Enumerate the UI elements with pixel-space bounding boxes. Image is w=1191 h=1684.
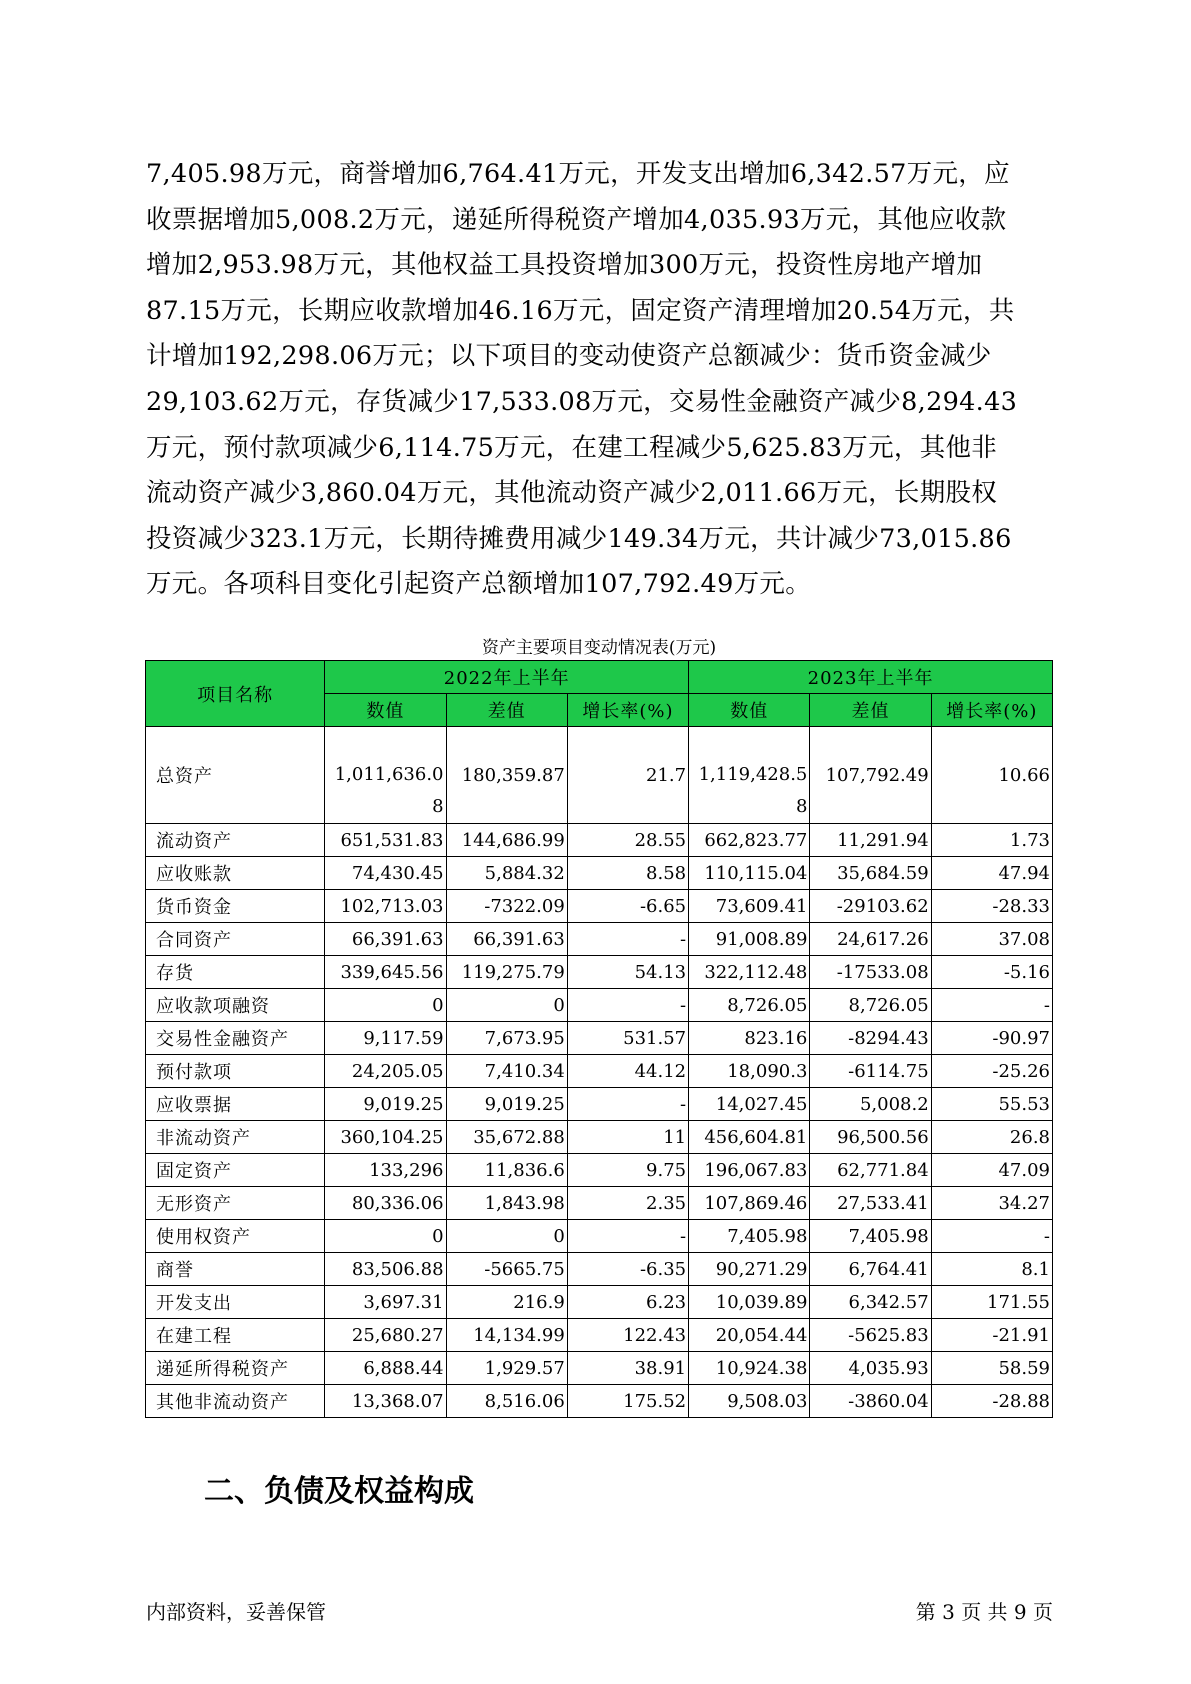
body-paragraph — [146, 152, 1052, 608]
diff-2023-cell: -29103.62 — [810, 890, 931, 923]
paragraph-line: 收票据增加5,008.2万元，递延所得税资产增加4,035.93万元，其他应收款 — [146, 204, 1007, 235]
value-2023-cell: 8,726.05 — [689, 989, 810, 1022]
diff-2023-cell: -8294.43 — [810, 1022, 931, 1055]
value-2022-cell: 133,296 — [325, 1154, 446, 1187]
value-2022-cell: 80,336.06 — [325, 1187, 446, 1220]
value-2023-cell: 10,039.89 — [689, 1286, 810, 1319]
growth-2022-cell: 122.43 — [567, 1319, 688, 1352]
value-2023-cell: 20,054.44 — [689, 1319, 810, 1352]
paragraph-line: 投资减少323.1万元，长期待摊费用减少149.34万元，共计减少73,015.86 — [146, 523, 1012, 554]
value-2022-cell: 102,713.03 — [325, 890, 446, 923]
growth-2022-cell: - — [567, 1088, 688, 1121]
paragraph-line: 万元，预付款项减少6,114.75万元，在建工程减少5,625.83万元，其他非 — [146, 432, 998, 463]
growth-2022-cell: 531.57 — [567, 1022, 688, 1055]
growth-2022-cell: 175.52 — [567, 1385, 688, 1418]
diff-2022-cell: -5665.75 — [446, 1253, 567, 1286]
value-2022-cell: 3,697.31 — [325, 1286, 446, 1319]
growth-2022-cell: 21.7 — [567, 727, 688, 824]
table-row — [146, 923, 1053, 956]
item-name-cell: 交易性金融资产 — [146, 1022, 325, 1055]
diff-2022-cell: 216.9 — [446, 1286, 567, 1319]
value-2022-cell: 66,391.63 — [325, 923, 446, 956]
value-2022-cell: 83,506.88 — [325, 1253, 446, 1286]
table-row — [146, 1022, 1053, 1055]
value-2023-cell: 73,609.41 — [689, 890, 810, 923]
table-row — [146, 1385, 1053, 1418]
growth-2022-cell: 28.55 — [567, 824, 688, 857]
growth-2023-cell: 8.1 — [931, 1253, 1052, 1286]
value-2023-cell: 196,067.83 — [689, 1154, 810, 1187]
growth-2022-cell: 11 — [567, 1121, 688, 1154]
growth-2023-cell: 34.27 — [931, 1187, 1052, 1220]
diff-2022-cell: 7,410.34 — [446, 1055, 567, 1088]
diff-2022-cell: 0 — [446, 1220, 567, 1253]
item-name-cell: 应收账款 — [146, 857, 325, 890]
diff-2023-cell: 7,405.98 — [810, 1220, 931, 1253]
header-diff-2022: 差值 — [446, 694, 567, 727]
diff-2023-cell: 35,684.59 — [810, 857, 931, 890]
header-period-2022: 2022年上半年 — [325, 661, 689, 694]
growth-2023-cell: 37.08 — [931, 923, 1052, 956]
item-name-cell: 应收票据 — [146, 1088, 325, 1121]
diff-2023-cell: 5,008.2 — [810, 1088, 931, 1121]
value-2023-cell: 90,271.29 — [689, 1253, 810, 1286]
table-row — [146, 1121, 1053, 1154]
item-name-cell: 合同资产 — [146, 923, 325, 956]
diff-2022-cell: 66,391.63 — [446, 923, 567, 956]
table-row — [146, 1187, 1053, 1220]
growth-2022-cell: - — [567, 923, 688, 956]
paragraph-line: 87.15万元，长期应收款增加46.16万元，固定资产清理增加20.54万元，共 — [146, 295, 1015, 326]
item-name-cell: 使用权资产 — [146, 1220, 325, 1253]
value-2023-cell: 662,823.77 — [689, 824, 810, 857]
diff-2023-cell: 6,342.57 — [810, 1286, 931, 1319]
header-growth-2022: 增长率(%) — [567, 694, 688, 727]
table-row — [146, 1088, 1053, 1121]
header-item-name: 项目名称 — [146, 661, 325, 727]
value-2022-cell: 339,645.56 — [325, 956, 446, 989]
value-2022-cell: 25,680.27 — [325, 1319, 446, 1352]
table-row — [146, 1319, 1053, 1352]
diff-2023-cell: 4,035.93 — [810, 1352, 931, 1385]
growth-2022-cell: -6.65 — [567, 890, 688, 923]
diff-2023-cell: -5625.83 — [810, 1319, 931, 1352]
diff-2023-cell: -17533.08 — [810, 956, 931, 989]
value-2022-cell: 651,531.83 — [325, 824, 446, 857]
table-row — [146, 1286, 1053, 1319]
value-2023-cell: 1,119,428.58 — [689, 727, 810, 824]
item-name-cell: 无形资产 — [146, 1187, 325, 1220]
growth-2023-cell: 10.66 — [931, 727, 1052, 824]
value-2023-cell: 9,508.03 — [689, 1385, 810, 1418]
item-name-cell: 流动资产 — [146, 824, 325, 857]
value-2022-cell: 1,011,636.08 — [325, 727, 446, 824]
diff-2022-cell: 7,673.95 — [446, 1022, 567, 1055]
diff-2022-cell: 180,359.87 — [446, 727, 567, 824]
header-period-2023: 2023年上半年 — [689, 661, 1053, 694]
item-name-cell: 总资产 — [146, 727, 325, 824]
growth-2023-cell: 55.53 — [931, 1088, 1052, 1121]
value-2022-cell: 0 — [325, 989, 446, 1022]
growth-2023-cell: - — [931, 989, 1052, 1022]
value-2022-cell: 6,888.44 — [325, 1352, 446, 1385]
paragraph-line: 增加2,953.98万元，其他权益工具投资增加300万元，投资性房地产增加 — [146, 250, 983, 281]
growth-2023-cell: 171.55 — [931, 1286, 1052, 1319]
header-diff-2023: 差值 — [810, 694, 931, 727]
diff-2023-cell: 107,792.49 — [810, 727, 931, 824]
table-row — [146, 890, 1053, 923]
header-growth-2023: 增长率(%) — [931, 694, 1052, 727]
section-heading: 二、负债及权益构成 — [204, 1474, 474, 1509]
item-name-cell: 货币资金 — [146, 890, 325, 923]
item-name-cell: 应收款项融资 — [146, 989, 325, 1022]
diff-2022-cell: 8,516.06 — [446, 1385, 567, 1418]
diff-2022-cell: 0 — [446, 989, 567, 1022]
table-row — [146, 727, 1053, 824]
value-2023-cell: 91,008.89 — [689, 923, 810, 956]
table-row — [146, 1253, 1053, 1286]
diff-2023-cell: -6114.75 — [810, 1055, 931, 1088]
diff-2022-cell: 1,929.57 — [446, 1352, 567, 1385]
item-name-cell: 其他非流动资产 — [146, 1385, 325, 1418]
table-row — [146, 1352, 1053, 1385]
growth-2023-cell: -28.88 — [931, 1385, 1052, 1418]
value-2023-cell: 823.16 — [689, 1022, 810, 1055]
table-body — [146, 727, 1053, 1418]
growth-2023-cell: 1.73 — [931, 824, 1052, 857]
diff-2023-cell: 6,764.41 — [810, 1253, 931, 1286]
diff-2022-cell: -7322.09 — [446, 890, 567, 923]
item-name-cell: 在建工程 — [146, 1319, 325, 1352]
diff-2022-cell: 11,836.6 — [446, 1154, 567, 1187]
header-value-2023: 数值 — [689, 694, 810, 727]
value-2023-cell: 322,112.48 — [689, 956, 810, 989]
growth-2022-cell: - — [567, 989, 688, 1022]
growth-2022-cell: 44.12 — [567, 1055, 688, 1088]
growth-2023-cell: 26.8 — [931, 1121, 1052, 1154]
diff-2022-cell: 144,686.99 — [446, 824, 567, 857]
table-row — [146, 1154, 1053, 1187]
table-row — [146, 989, 1053, 1022]
diff-2022-cell: 14,134.99 — [446, 1319, 567, 1352]
item-name-cell: 存货 — [146, 956, 325, 989]
table-row — [146, 824, 1053, 857]
asset-change-table — [145, 660, 1053, 1418]
growth-2023-cell: -5.16 — [931, 956, 1052, 989]
growth-2022-cell: 6.23 — [567, 1286, 688, 1319]
value-2023-cell: 10,924.38 — [689, 1352, 810, 1385]
diff-2023-cell: 96,500.56 — [810, 1121, 931, 1154]
value-2022-cell: 24,205.05 — [325, 1055, 446, 1088]
item-name-cell: 商誉 — [146, 1253, 325, 1286]
value-2022-cell: 0 — [325, 1220, 446, 1253]
growth-2023-cell: 58.59 — [931, 1352, 1052, 1385]
table-row — [146, 1055, 1053, 1088]
diff-2022-cell: 9,019.25 — [446, 1088, 567, 1121]
growth-2023-cell: -25.26 — [931, 1055, 1052, 1088]
value-2023-cell: 14,027.45 — [689, 1088, 810, 1121]
growth-2022-cell: 8.58 — [567, 857, 688, 890]
table-row — [146, 956, 1053, 989]
growth-2022-cell: -6.35 — [567, 1253, 688, 1286]
value-2023-cell: 110,115.04 — [689, 857, 810, 890]
value-2022-cell: 360,104.25 — [325, 1121, 446, 1154]
paragraph-line: 流动资产减少3,860.04万元，其他流动资产减少2,011.66万元，长期股权 — [146, 478, 998, 509]
paragraph-line: 计增加192,298.06万元；以下项目的变动使资产总额减少：货币资金减少 — [146, 341, 992, 372]
header-value-2022: 数值 — [325, 694, 446, 727]
diff-2023-cell: 11,291.94 — [810, 824, 931, 857]
table-row — [146, 857, 1053, 890]
diff-2022-cell: 5,884.32 — [446, 857, 567, 890]
item-name-cell: 预付款项 — [146, 1055, 325, 1088]
value-2023-cell: 456,604.81 — [689, 1121, 810, 1154]
item-name-cell: 开发支出 — [146, 1286, 325, 1319]
diff-2023-cell: -3860.04 — [810, 1385, 931, 1418]
diff-2023-cell: 8,726.05 — [810, 989, 931, 1022]
value-2022-cell: 9,019.25 — [325, 1088, 446, 1121]
growth-2023-cell: -21.91 — [931, 1319, 1052, 1352]
growth-2023-cell: 47.94 — [931, 857, 1052, 890]
growth-2023-cell: -28.33 — [931, 890, 1052, 923]
diff-2022-cell: 1,843.98 — [446, 1187, 567, 1220]
item-name-cell: 非流动资产 — [146, 1121, 325, 1154]
growth-2022-cell: 2.35 — [567, 1187, 688, 1220]
diff-2022-cell: 35,672.88 — [446, 1121, 567, 1154]
value-2023-cell: 7,405.98 — [689, 1220, 810, 1253]
growth-2022-cell: - — [567, 1220, 688, 1253]
item-name-cell: 固定资产 — [146, 1154, 325, 1187]
footer-page-number: 第 3 页 共 9 页 — [915, 1600, 1053, 1624]
growth-2023-cell: -90.97 — [931, 1022, 1052, 1055]
diff-2022-cell: 119,275.79 — [446, 956, 567, 989]
paragraph-line: 29,103.62万元，存货减少17,533.08万元，交易性金融资产减少8,294.43 — [146, 386, 1018, 417]
growth-2022-cell: 9.75 — [567, 1154, 688, 1187]
growth-2022-cell: 38.91 — [567, 1352, 688, 1385]
value-2022-cell: 74,430.45 — [325, 857, 446, 890]
item-name-cell: 递延所得税资产 — [146, 1352, 325, 1385]
paragraph-line: 万元。各项科目变化引起资产总额增加107,792.49万元。 — [146, 569, 812, 600]
diff-2023-cell: 24,617.26 — [810, 923, 931, 956]
table-caption: 资产主要项目变动情况表(万元) — [481, 638, 717, 658]
growth-2023-cell: 47.09 — [931, 1154, 1052, 1187]
growth-2023-cell: - — [931, 1220, 1052, 1253]
table-row — [146, 1220, 1053, 1253]
paragraph-line: 7,405.98万元，商誉增加6,764.41万元，开发支出增加6,342.57万元，应 — [146, 159, 1010, 189]
value-2023-cell: 18,090.3 — [689, 1055, 810, 1088]
diff-2023-cell: 27,533.41 — [810, 1187, 931, 1220]
value-2023-cell: 107,869.46 — [689, 1187, 810, 1220]
diff-2023-cell: 62,771.84 — [810, 1154, 931, 1187]
value-2022-cell: 9,117.59 — [325, 1022, 446, 1055]
growth-2022-cell: 54.13 — [567, 956, 688, 989]
footer-confidential-note: 内部资料，妥善保管 — [146, 1600, 326, 1624]
value-2022-cell: 13,368.07 — [325, 1385, 446, 1418]
